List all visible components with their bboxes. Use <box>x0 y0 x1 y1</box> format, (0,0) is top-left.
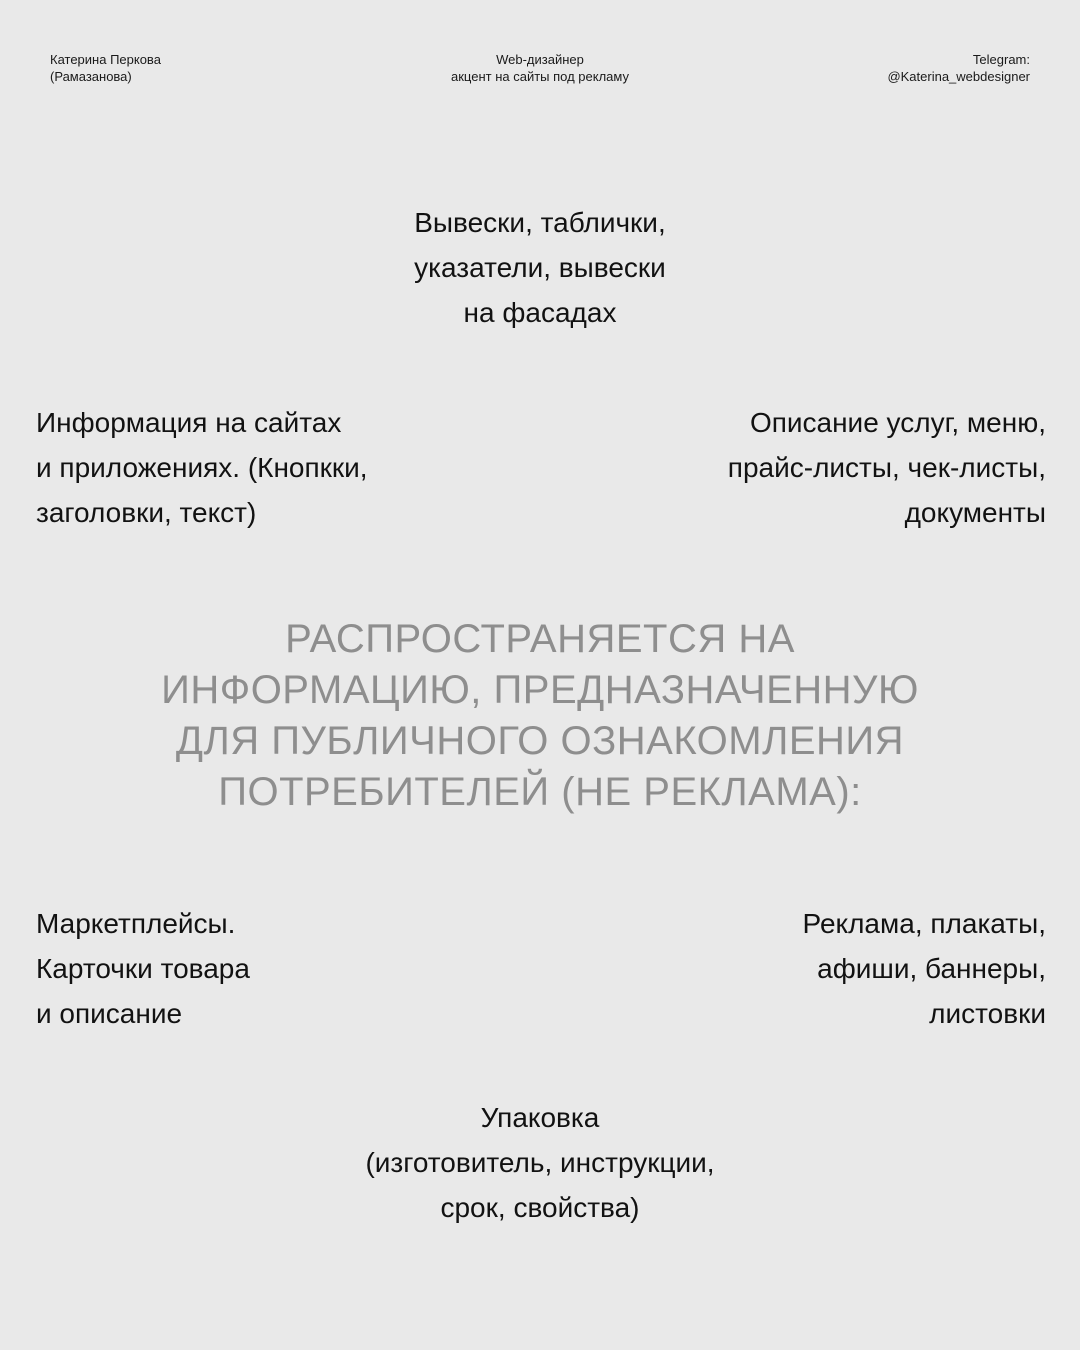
headline-line: РАСПРОСТРАНЯЕТСЯ НА <box>285 617 795 661</box>
item-line: Упаковка <box>480 1102 600 1133</box>
item-line: афиши, баннеры, <box>817 953 1046 984</box>
headline-line: ИНФОРМАЦИЮ, ПРЕДНАЗНАЧЕННУЮ <box>161 668 919 712</box>
item-marketplaces <box>36 901 250 1036</box>
item-services <box>728 400 1046 535</box>
item-line: Информация на сайтах <box>36 407 342 438</box>
role-focus-line: акцент на сайты под рекламу <box>451 69 629 84</box>
item-advertising <box>803 901 1047 1036</box>
item-packaging <box>240 1095 840 1230</box>
item-line: и приложениях. (Кнопкки, <box>36 452 368 483</box>
item-line: (изготовитель, инструкции, <box>365 1147 715 1178</box>
author-name-line: Катерина Перкова <box>50 52 161 67</box>
contact-label-line: Telegram: <box>972 52 1030 67</box>
item-line: Карточки товара <box>36 953 250 984</box>
contact-handle-line: @Katerina_webdesigner <box>887 69 1030 84</box>
headline-line: ПОТРЕБИТЕЛЕЙ (НЕ РЕКЛАМА): <box>218 770 862 814</box>
item-line: и описание <box>36 998 183 1029</box>
item-line: Вывески, таблички, <box>414 207 666 238</box>
role-title-line: Web-дизайнер <box>496 52 584 67</box>
item-signs <box>240 200 840 335</box>
item-line: указатели, вывески <box>414 252 666 283</box>
item-line: Реклама, плакаты, <box>802 908 1046 939</box>
item-line: документы <box>904 497 1046 528</box>
item-line: срок, свойства) <box>440 1192 640 1223</box>
headline <box>90 614 990 818</box>
item-line: листовки <box>929 998 1046 1029</box>
author-maiden-name-line: (Рамазанова) <box>50 69 132 84</box>
headline-line: ДЛЯ ПУБЛИЧНОГО ОЗНАКОМЛЕНИЯ <box>175 719 905 763</box>
author-name <box>50 51 161 85</box>
contact-info <box>887 51 1030 85</box>
item-line: Маркетплейсы. <box>36 908 236 939</box>
item-line: прайс-листы, чек-листы, <box>727 452 1046 483</box>
item-line: заголовки, текст) <box>36 497 257 528</box>
item-line: Описание услуг, меню, <box>749 407 1046 438</box>
item-websites <box>36 400 368 535</box>
author-role <box>340 51 740 85</box>
item-line: на фасадах <box>463 297 617 328</box>
